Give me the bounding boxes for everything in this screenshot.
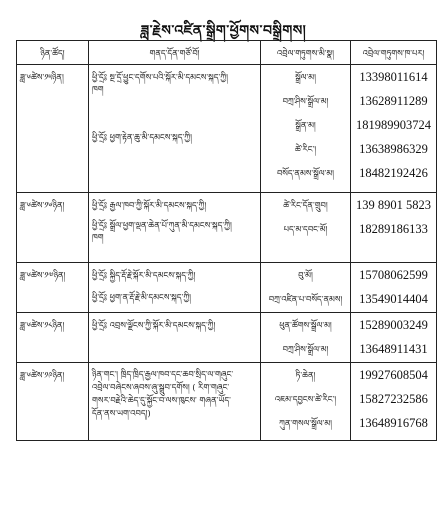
row-content — [89, 65, 261, 193]
person-name: ཚེ་རིང་དོན་གྲུབ། — [283, 200, 328, 210]
content-line: ཕྱི་དྲོ༔ སྒྲོལ་ཕྱག་ལྡན་ཆེན་པོ་ཀུན་མི་དམངས་སྐད་ཀྱི། — [92, 220, 232, 230]
person-name: བཀྲ་ཤིས་སྒྲོལ་མ། — [282, 344, 329, 354]
content-line: ཕྱི་དྲོ༔ འབྲས་ལྗོངས་ཀྱི་སྐོར་མི་དམངས་སྐད་ཀྱི། — [92, 320, 216, 330]
phone-number: 13398011614 — [359, 70, 428, 84]
content-line: ཁག — [92, 232, 104, 242]
person-name: བསོད་ནམས་སྒྲོལ་མ། — [276, 168, 335, 178]
row-content — [89, 263, 261, 313]
phone-number: 13638986329 — [359, 142, 428, 156]
table-row — [17, 263, 437, 313]
content-line: ཕྱི་དྲོ༔ ཕྱག་ན་རྡོ་རྗེ་མི་དམངས་སྐད་ཀྱི། — [92, 292, 192, 302]
row-phones — [351, 193, 437, 263]
person-name: སྒྲོལ་མ། — [295, 72, 316, 82]
table-row — [17, 193, 437, 263]
row-persons — [261, 313, 351, 363]
row-phones — [351, 263, 437, 313]
row-phones — [351, 65, 437, 193]
person-name: ཚེ་རིང་། — [294, 144, 317, 154]
phone-number: 15827232586 — [359, 392, 428, 406]
content-line: ཕྱི་དྲོ༔ སྐྱིད་རྡོ་རྗེ་སྐོར་མི་དམངས་སྐད་ཀྱི། — [92, 270, 196, 280]
header-date: ཉིན་ཚོད། — [17, 41, 89, 65]
row-content — [89, 193, 261, 263]
content-line — [92, 95, 257, 109]
row-phones — [351, 313, 437, 363]
schedule-table — [16, 40, 437, 441]
table-row — [17, 65, 437, 193]
person-name: པད་མ་དབང་མོ། — [283, 224, 328, 234]
person-name: ཏི་ཆེན། — [295, 370, 316, 380]
content-line: ཁག — [92, 84, 104, 94]
person-name: བུ་མོ། — [298, 270, 313, 280]
phone-number: 15708062599 — [359, 268, 428, 282]
table-row — [17, 363, 437, 441]
phone-number: 13549014404 — [359, 292, 428, 306]
person-name: ཕུན་ཚོགས་སྒྲོལ་མ། — [279, 320, 332, 330]
content-line: ཕྱི་དྲོ༔ ཕྱག་རྟེན་ཆུ་མི་དམངས་སྐད་ཀྱི། — [92, 132, 192, 142]
phone-number: 181989903724 — [356, 118, 431, 132]
content-line: དོན་ནས་ཡག་འབད།) — [92, 408, 151, 418]
phone-number: 18482192426 — [359, 166, 428, 180]
content-line: ཕྱི་དྲོ༔ རྒྱལ་ཁབ་ཀྱི་སྐོར་མི་དམངས་སྐད་ཀྱི། — [92, 200, 207, 210]
row-date: ཟླ་༦ཚེས་༡༥ཉིན། — [17, 65, 89, 193]
person-name: འཇམ་དབྱངས་ཚེ་རིང་། — [274, 394, 337, 404]
content-line: ཕྱི་དྲོ༔ སྔ་དྲོ་ཕྱུང་དགོས་པའི་སྐོར་མི་དམངས་སྐད་ཀྱི། — [92, 72, 228, 82]
content-line: གསར་བརྗེའི་ཆེད་དུ་སྐྱོང་བ་ལས་ཁུངས་ གཞན་ཡོད་ — [92, 395, 231, 405]
document-title: ཟླ་རྗེས་འཛིན་སྒྲིག་ཕྱོགས་བསྒྲིགས། — [140, 23, 307, 39]
header-contact-phone: འབྲེལ་གཏུགས་ཁ་པར། — [351, 41, 437, 65]
content-line: ཉིན་གང་། ཁྲིད་ཁྲིད་རྒྱལ་ཁབ་དང་ཆབ་སྲིད་ལ་གཞུང་ — [92, 369, 234, 379]
person-name: ཀུན་གསལ་སྒྲོལ་མ། — [278, 418, 333, 428]
phone-number: 13648911431 — [359, 342, 428, 356]
table-header-row — [17, 41, 437, 65]
phone-number: 18289186133 — [359, 222, 428, 236]
content-line: འབྲེལ་བཞེངས་ཞབས་ཞུ་སྒྲུབ་དགོས། ( རིག་གཞུང་ — [92, 382, 230, 392]
row-persons — [261, 65, 351, 193]
phone-number: 139 8901 5823 — [356, 198, 431, 212]
row-date: ཟླ་༦ཚེས་༡༧ཉིན། — [17, 263, 89, 313]
phone-number: 13648916768 — [359, 416, 428, 430]
row-persons — [261, 193, 351, 263]
row-date: ཟླ་༦ཚེས་༡༦ཉིན། — [17, 193, 89, 263]
phone-number: 13628911289 — [359, 94, 428, 108]
row-persons — [261, 363, 351, 441]
row-date: ཟླ་༦ཚེས་༡༩ཉིན། — [17, 363, 89, 441]
row-content — [89, 363, 261, 441]
row-persons — [261, 263, 351, 313]
phone-number: 19927608504 — [359, 368, 428, 382]
row-date: ཟླ་༦ཚེས་༡༨ཉིན། — [17, 313, 89, 363]
table-row — [17, 313, 437, 363]
header-contact-person: འབྲེལ་གཏུགས་མི་སྣ། — [261, 41, 351, 65]
person-name: སྒྲོན་མ། — [295, 120, 316, 130]
row-content — [89, 313, 261, 363]
row-phones — [351, 363, 437, 441]
person-name: བཀྲ་ཤིས་སྒྲོལ་མ། — [282, 96, 329, 106]
phone-number: 15289003249 — [359, 318, 428, 332]
person-name: བཀྲ་འཛིན་པ་བསོད་ནམས། — [268, 294, 343, 304]
header-content: གནད་དོན་གཙོ་བོ། — [89, 41, 261, 65]
